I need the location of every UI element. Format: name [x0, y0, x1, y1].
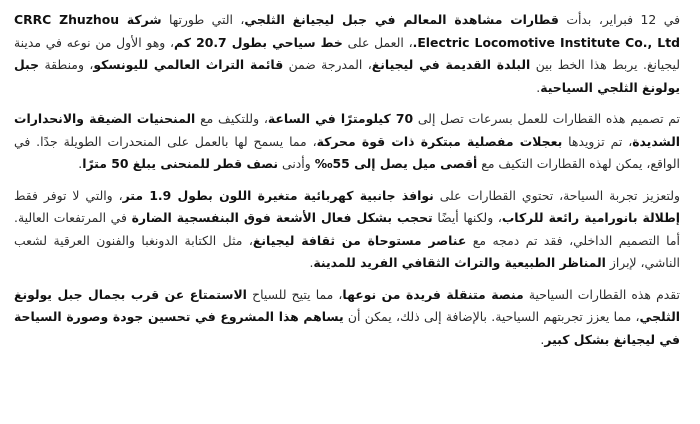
bold-text-run: عناصر مستوحاة من ثقافة ليجيانغ	[252, 232, 467, 248]
text-run: تقدم هذه القطارات السياحية	[523, 286, 680, 302]
article-body	[14, 9, 680, 360]
text-run: ، مما يسمح لها بالعمل على المنحدرات الطويلة جدًا. في الواقع، يمكن لهذه القطارات التكيف مع	[14, 133, 680, 171]
bold-text-run: المنحنيات الضيقة والانحدارات الشديدة	[14, 111, 680, 149]
bold-text-run: نوافذ جانبية كهربائية متغيرة اللون بطول 1.9 متر	[122, 187, 434, 203]
text-run: ، ولكنها أيضًا	[432, 210, 502, 225]
text-run: وأدنى	[278, 156, 315, 171]
text-run: ، وللتكيف مع	[195, 111, 268, 126]
bold-text-run: قائمة التراث العالمي لليونسكو	[93, 57, 284, 72]
bold-text-run: أقصى ميل يصل إلى 55‰	[314, 156, 478, 171]
text-run: ، تم تزويدها	[562, 133, 633, 149]
bold-text-run: خط سياحي بطول 20.7 كم	[174, 34, 343, 50]
bold-text-run: الاستمتاع عن قرب بجمال جبل يولونغ الثلجي	[14, 286, 681, 324]
text-run: ، العمل على	[342, 34, 413, 50]
text-run: ، مما يتيح للسياح	[246, 286, 343, 302]
text-run: ، وهو الأول من نوعه في مدينة ليجيانغ. يربط هذا الخط بين	[14, 34, 681, 72]
paragraph-1	[14, 9, 680, 99]
paragraph-3	[14, 185, 680, 275]
text-run: ، والتي لا توفر فقط	[14, 187, 123, 203]
text-run: .	[536, 79, 541, 95]
bold-text-run: بعجلات مفصلية مبتكرة ذات قوة محركة	[316, 133, 563, 149]
bold-text-run: شركة CRRC Zhuzhou Electric Locomotive Institute Co., Ltd.	[14, 12, 680, 50]
text-run: .	[78, 156, 83, 171]
text-run: في 12 فبراير، بدأت	[558, 12, 680, 27]
text-run: ، التي طورتها	[161, 12, 245, 27]
bold-text-run: المناظر الطبيعية والتراث الثقافي الفريد للمدينة	[313, 255, 606, 270]
bold-text-run: 70 كيلومترًا في الساعة	[267, 111, 414, 126]
text-run: .	[540, 331, 545, 347]
bold-text-run: منصة متنقلة فريدة من نوعها	[342, 286, 524, 302]
text-run: ، المدرجة ضمن	[283, 57, 372, 72]
paragraph-2	[14, 108, 680, 176]
bold-text-run: يساهم هذا المشروع في تحسين جودة وصورة السياحة في ليجيانغ بشكل كبير	[14, 309, 680, 347]
text-run: ، مما يعزز تجربتهم السياحية. بالإضافة إلى ذلك، يمكن أن	[343, 309, 640, 324]
bold-text-run: إطلالة بانورامية رائعة للركاب	[501, 210, 680, 225]
bold-text-run: قطارات مشاهدة المعالم في جبل ليجيانغ الثلجي	[244, 12, 559, 27]
text-run: ، ومنطقة	[39, 57, 94, 72]
bold-text-run: جبل يولونغ الثلجي السياحية	[14, 57, 680, 95]
bold-text-run: نصف قطر للمنحنى يبلغ 50 مترًا	[82, 156, 279, 171]
text-run: .	[309, 255, 314, 270]
paragraph-4	[14, 284, 680, 352]
text-run: تم تصميم هذه القطارات للعمل بسرعات تصل إلى	[413, 111, 680, 126]
text-run: في المرتفعات العالية. أما التصميم الداخلي، فقد تم دمجه مع	[14, 210, 680, 248]
text-run: ، مثل الكتابة الدونغبا والفنون العرقية لشعب الناشي، لإبراز	[14, 232, 680, 270]
text-run: ولتعزيز تجربة السياحة، تحتوي القطارات على	[433, 187, 680, 203]
bold-text-run: البلدة القديمة في ليجيانغ	[371, 57, 531, 72]
bold-text-run: تحجب بشكل فعال الأشعة فوق البنفسجية الضارة	[131, 210, 433, 225]
